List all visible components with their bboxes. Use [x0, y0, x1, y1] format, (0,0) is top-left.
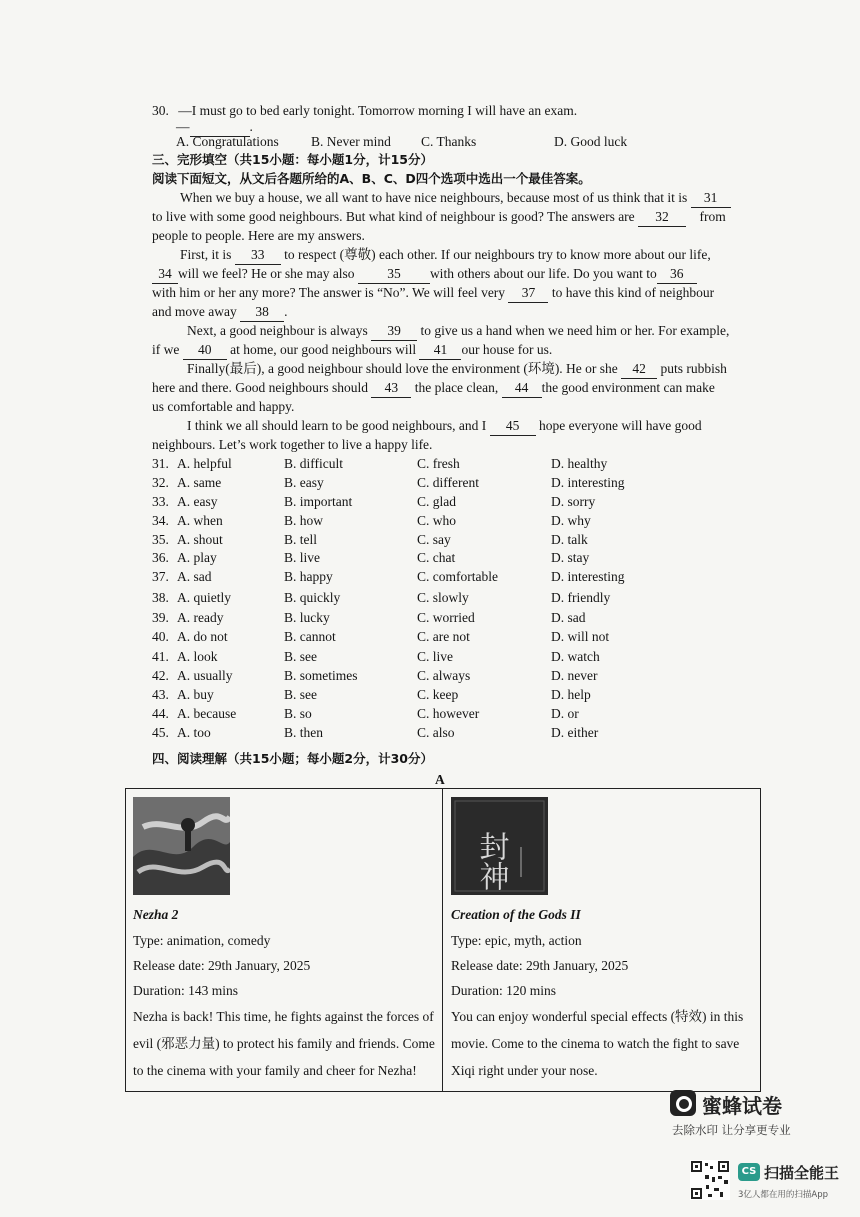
option-b: B. then	[284, 725, 323, 740]
movie-title-creation: Creation of the Gods II	[451, 907, 581, 922]
option-b: B. difficult	[284, 456, 343, 471]
movie-table	[125, 788, 761, 1092]
option-d: D. either	[551, 725, 599, 740]
passage-line: 34 will we feel? He or she may also 35 with others about our life. Do you want to 36	[152, 265, 697, 284]
movie-duration-nezha: Duration: 143 mins	[133, 983, 238, 998]
option-b: B. quickly	[284, 590, 341, 605]
option-b: B. so	[284, 706, 312, 721]
option-number: 34.	[152, 513, 169, 528]
option-a: A. sad	[177, 569, 212, 584]
poster-title-glyphs: 封神	[473, 831, 509, 891]
option-c: C. glad	[417, 494, 456, 509]
passage-line: First, it is 33 to respect (尊敬) each other. If our neighbours try to know more about our life,	[180, 246, 711, 265]
q30-text: —I must go to bed early tonight. Tomorrow morning I will have an exam.	[178, 103, 578, 118]
bee-logo-icon	[670, 1090, 696, 1116]
blank-43: 43	[371, 379, 411, 398]
option-number: 45.	[152, 725, 169, 740]
movie-type-nezha: Type: animation, comedy	[133, 933, 271, 948]
creation-gods-poster-image	[451, 797, 548, 895]
option-number: 40.	[152, 629, 169, 644]
option-c: C. keep	[417, 687, 459, 702]
passage-line: When we buy a house, we all want to have nice neighbours, because most of us think that it is 31	[180, 189, 731, 208]
option-a: A. do not	[177, 629, 228, 644]
q30-option-b: B. Never mind	[311, 134, 391, 149]
passage-line: and move away 38 .	[152, 303, 287, 322]
option-a: A. too	[177, 725, 211, 740]
option-d: D. will not	[551, 629, 610, 644]
q30-option-a: A. Congratulations	[176, 134, 279, 149]
movie-desc-nezha: to the cinema with your family and cheer for Nezha!	[133, 1063, 417, 1078]
q30-answer-blank: — .	[176, 118, 253, 137]
section4-heading: 四、阅读理解（共15小题；每小题2分，计30分）	[152, 751, 433, 766]
movie-desc-nezha: evil (邪恶力量) to protect his family and friends. Come	[133, 1036, 435, 1051]
passage-line: I think we all should learn to be good neighbours, and I 45 hope everyone will have good	[187, 417, 702, 436]
option-d: D. help	[551, 687, 591, 702]
option-number: 33.	[152, 494, 169, 509]
option-a: A. look	[177, 649, 218, 664]
option-b: B. tell	[284, 532, 317, 547]
option-d: D. sad	[551, 610, 586, 625]
option-c: C. chat	[417, 550, 456, 565]
option-number: 42.	[152, 668, 169, 683]
option-a: A. usually	[177, 668, 233, 683]
watermark-brand: 蜜蜂试卷	[702, 1094, 782, 1118]
passage-line: Finally(最后), a good neighbour should love the environment (环境). He or she 42 puts rubbish	[187, 360, 727, 379]
option-number: 39.	[152, 610, 169, 625]
blank-33: 33	[235, 246, 281, 265]
part-a-label: A	[435, 772, 445, 787]
option-a: A. ready	[177, 610, 224, 625]
option-b: B. easy	[284, 475, 324, 490]
nezha-poster-image	[133, 797, 230, 895]
option-b: B. important	[284, 494, 353, 509]
option-c: C. live	[417, 649, 453, 664]
blank-36: 36	[657, 265, 697, 284]
qr-code-icon	[690, 1160, 730, 1200]
option-b: B. lucky	[284, 610, 330, 625]
movie-desc-creation: Xiqi right under your nose.	[451, 1063, 598, 1078]
option-a: A. play	[177, 550, 217, 565]
blank-34: 34	[152, 265, 178, 284]
movie-release-creation: Release date: 29th January, 2025	[451, 958, 629, 973]
q30-number: 30.	[152, 103, 169, 118]
passage-line: us comfortable and happy.	[152, 399, 295, 414]
option-b: B. see	[284, 687, 317, 702]
section3-heading: 三、完形填空（共15小题：每小题1分，计15分）	[152, 152, 433, 167]
movie-desc-nezha: Nezha is back! This time, he fights against the forces of	[133, 1009, 434, 1024]
option-c: C. who	[417, 513, 457, 528]
passage-line: if we 40 at home, our good neighbours will 41 our house for us.	[152, 341, 552, 360]
option-b: B. see	[284, 649, 317, 664]
option-c: C. say	[417, 532, 451, 547]
option-b: B. cannot	[284, 629, 336, 644]
option-c: C. are not	[417, 629, 470, 644]
option-a: A. buy	[177, 687, 214, 702]
passage-line: with him or her any more? The answer is “No”. We will feel very 37 to have this kind of neighbour	[152, 284, 714, 303]
watermark-subtitle: 去除水印 让分享更专业	[672, 1123, 791, 1137]
blank-37: 37	[508, 284, 548, 303]
option-d: D. friendly	[551, 590, 611, 605]
movie-type-creation: Type: epic, myth, action	[451, 933, 582, 948]
option-d: D. healthy	[551, 456, 608, 471]
option-number: 32.	[152, 475, 169, 490]
option-number: 41.	[152, 649, 169, 664]
passage-line: to live with some good neighbours. But what kind of neighbour is good? The answers are 32 from	[152, 208, 726, 227]
option-d: D. stay	[551, 550, 590, 565]
option-d: D. sorry	[551, 494, 596, 509]
option-d: D. interesting	[551, 569, 625, 584]
option-c: C. comfortable	[417, 569, 498, 584]
option-number: 44.	[152, 706, 169, 721]
movie-desc-creation: movie. Come to the cinema to watch the fight to save	[451, 1036, 740, 1051]
option-number: 36.	[152, 550, 169, 565]
option-c: C. slowly	[417, 590, 469, 605]
movie-title-nezha: Nezha 2	[133, 907, 179, 922]
option-number: 38.	[152, 590, 169, 605]
blank-38: 38	[240, 303, 284, 322]
option-number: 43.	[152, 687, 169, 702]
passage-line: Next, a good neighbour is always 39 to give us a hand when we need him or her. For example,	[187, 322, 729, 341]
option-d: D. talk	[551, 532, 588, 547]
q30-option-c: C. Thanks	[421, 134, 477, 149]
section3-instruction: 阅读下面短文，从文后各题所给的A、B、C、D四个选项中选出一个最佳答案。	[152, 171, 591, 186]
option-b: B. live	[284, 550, 320, 565]
option-a: A. because	[177, 706, 237, 721]
option-c: C. also	[417, 725, 455, 740]
option-c: C. however	[417, 706, 480, 721]
movie-release-nezha: Release date: 29th January, 2025	[133, 958, 311, 973]
option-c: C. different	[417, 475, 479, 490]
option-d: D. why	[551, 513, 591, 528]
blank-39: 39	[371, 322, 417, 341]
option-d: D. interesting	[551, 475, 625, 490]
blank-31: 31	[691, 189, 731, 208]
passage-line: here and there. Good neighbours should 43 the place clean, 44 the good environment can make	[152, 379, 715, 398]
blank-42: 42	[621, 360, 657, 379]
blank-41: 41	[419, 341, 461, 360]
option-d: D. never	[551, 668, 598, 683]
table-divider	[442, 789, 443, 1091]
option-number: 37.	[152, 569, 169, 584]
camscanner-logo-icon: CS	[738, 1163, 760, 1181]
movie-duration-creation: Duration: 120 mins	[451, 983, 556, 998]
option-b: B. sometimes	[284, 668, 358, 683]
option-number: 31.	[152, 456, 169, 471]
option-a: A. when	[177, 513, 223, 528]
blank-32: 32	[638, 208, 686, 227]
q30-option-d: D. Good luck	[554, 134, 628, 149]
scanner-subtitle: 3亿人都在用的扫描App	[738, 1190, 829, 1200]
option-c: C. worried	[417, 610, 475, 625]
option-c: C. fresh	[417, 456, 460, 471]
option-a: A. easy	[177, 494, 218, 509]
option-d: D. watch	[551, 649, 600, 664]
option-b: B. happy	[284, 569, 333, 584]
movie-desc-creation: You can enjoy wonderful special effects (特效) in this	[451, 1009, 744, 1024]
option-a: A. same	[177, 475, 222, 490]
option-c: C. always	[417, 668, 471, 683]
option-a: A. quietly	[177, 590, 231, 605]
passage-line: people to people. Here are my answers.	[152, 228, 365, 243]
blank-35: 35	[358, 265, 430, 284]
option-d: D. or	[551, 706, 579, 721]
scanner-brand: 扫描全能王	[764, 1164, 840, 1182]
passage-line: neighbours. Let’s work together to live a happy life.	[152, 437, 433, 452]
option-number: 35.	[152, 532, 169, 547]
option-b: B. how	[284, 513, 324, 528]
blank-45: 45	[490, 417, 536, 436]
option-a: A. helpful	[177, 456, 232, 471]
blank-44: 44	[502, 379, 542, 398]
blank-40: 40	[183, 341, 227, 360]
option-a: A. shout	[177, 532, 223, 547]
